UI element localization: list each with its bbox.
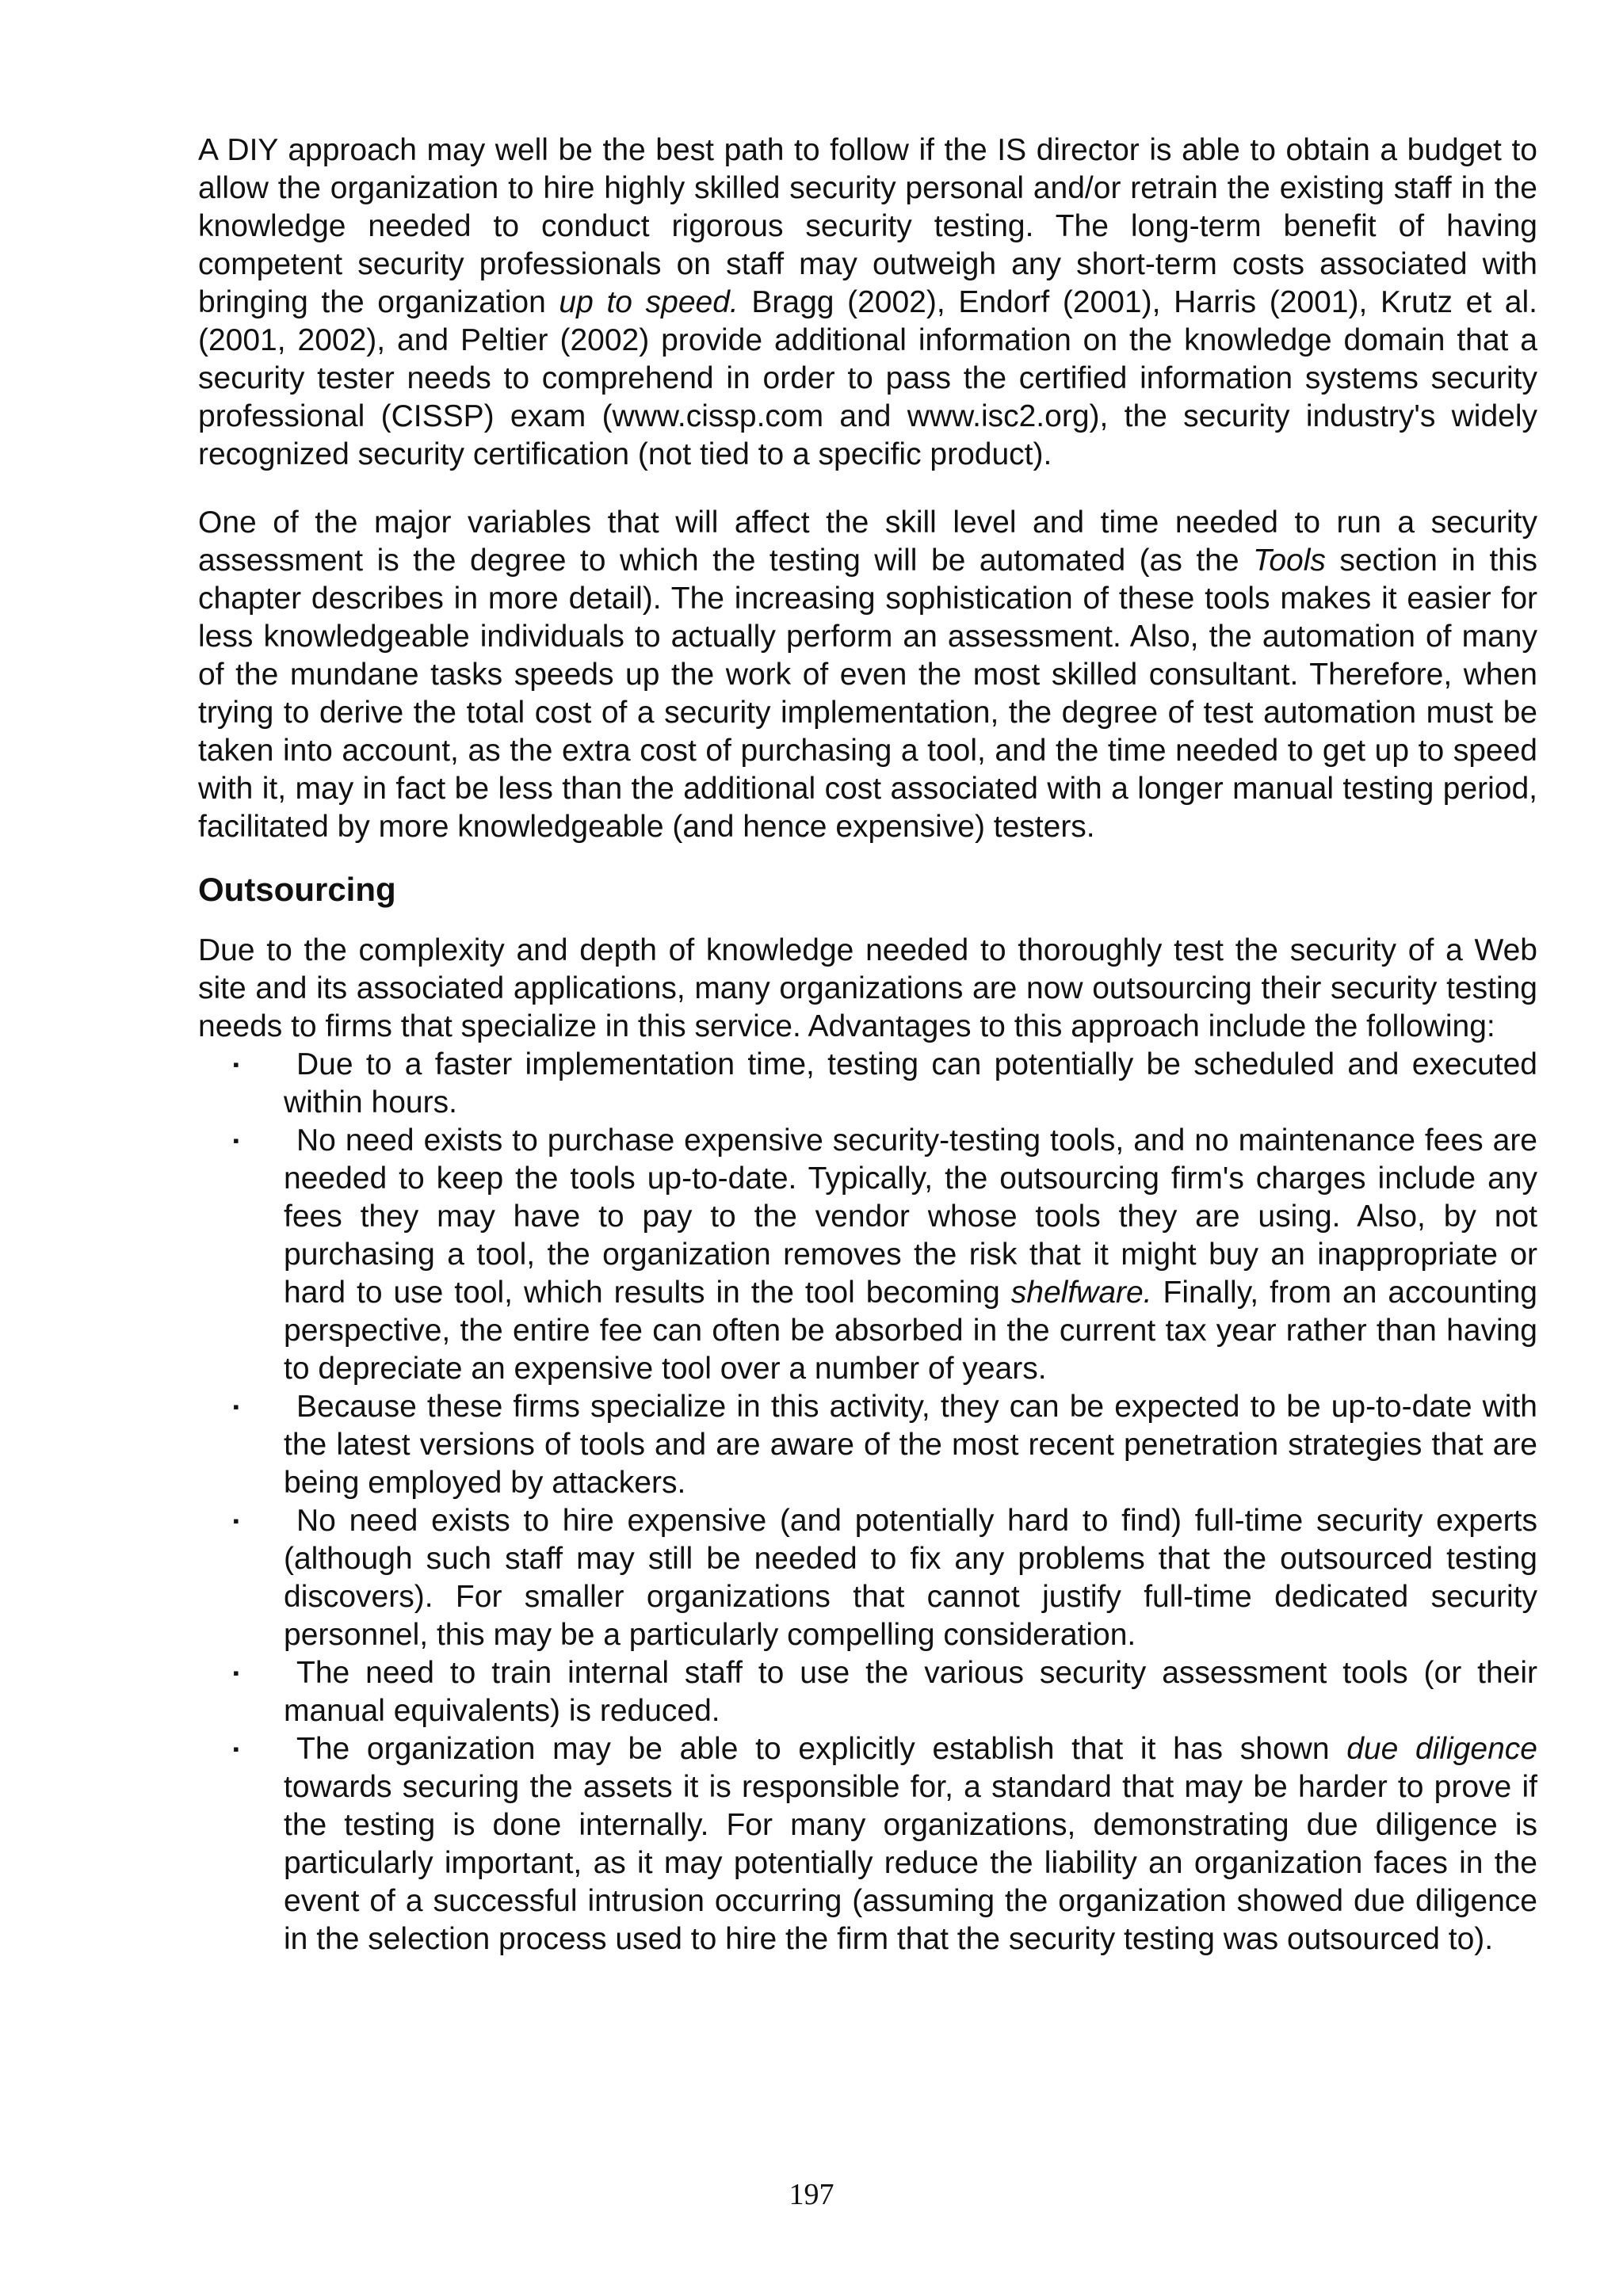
list-item	[198, 1502, 1537, 1654]
paragraph-automation	[198, 504, 1537, 846]
emphasis-text: up to speed.	[559, 285, 739, 319]
bullet-marker: ▪	[233, 1397, 239, 1417]
list-item-text: The organization may be able to explicitly establish that it has shown	[296, 1732, 1347, 1766]
section-intro: Due to the complexity and depth of knowledge needed to thoroughly test the security of a Web site and its associated applications, many organizations are now outsourcing their security testing needs to firms that specialize in this service. Advantages to this approach include the following:	[198, 933, 1537, 1043]
emphasis-text: shelfware.	[1010, 1276, 1152, 1310]
list-item	[198, 1730, 1537, 1958]
list-item-text: towards securing the assets it is responsible for, a standard that may be harder to prove if the testing is done internally. For many organizations, demonstrating due diligence is particularly important, as it may potentially reduce the liability an organization faces in the event of a successful intrusion occurring (assuming the organization showed due diligence in the selection process used to hire the firm that the security testing was outsourced to).	[284, 1770, 1537, 1956]
paragraph-text: A DIY approach may well be the best path to follow if the IS director is able to obtain a budget to allow the organization to hire highly skilled security personal and/or retrain the existing staff in the knowledge needed to conduct rigorous security testing. The long-term benefit of having competent security professionals on staff may outweigh any short-term costs associated with bringing the organization	[198, 133, 1537, 319]
paragraph-diy-approach	[198, 132, 1537, 474]
bullet-marker: ▪	[233, 1055, 239, 1074]
emphasis-text: due diligence	[1346, 1732, 1537, 1766]
page-body	[198, 132, 1537, 1958]
list-item	[198, 1122, 1537, 1388]
list-item	[198, 1388, 1537, 1502]
list-item-text: Finally, from an accounting perspective, the entire fee can often be absorbed in the current tax year rather than having to depreciate an expensive tool over a number of years.	[284, 1276, 1537, 1386]
paragraph-text: section in this chapter describes in more detail). The increasing sophistication of these tools makes it easier for less knowledgeable individuals to actually perform an assessment. Also, the automation of many of the mundane tasks speeds up the work of even the most skilled consultant. Therefore, when trying to derive the total cost of a security implementation, the degree of test automation must be taken into account, as the extra cost of purchasing a tool, and the time needed to get up to speed with it, may in fact be less than the additional cost associated with a longer manual testing period, facilitated by more knowledgeable (and hence expensive) testers.	[198, 543, 1538, 844]
list-item-text: No need exists to purchase expensive security-testing tools, and no maintenance fees are needed to keep the tools up-to-date. Typically, the outsourcing firm's charges include any fees they may have to pay to the vendor whose tools they are using. Also, by not purchasing a tool, the organization removes the risk that it might buy an inappropriate or hard to use tool, which results in the tool becoming	[284, 1123, 1537, 1310]
advantages-list	[198, 1046, 1537, 1958]
list-item-text: Due to a faster implementation time, testing can potentially be scheduled and executed within hours.	[284, 1047, 1537, 1119]
list-item	[198, 1654, 1537, 1730]
list-item-text: The need to train internal staff to use the various security assessment tools (or their manual equivalents) is reduced.	[284, 1656, 1537, 1728]
section-heading: Outsourcing	[198, 871, 396, 908]
bullet-marker: ▪	[233, 1739, 239, 1759]
paragraph-text: One of the major variables that will affect the skill level and time needed to run a security assessment is the degree to which the testing will be automated (as the	[198, 505, 1537, 578]
list-item-text: No need exists to hire expensive (and potentially hard to find) full-time security experts (although such staff may still be needed to fix any problems that the outsourced testing discovers). For smaller organizations that cannot justify full-time dedicated security personnel, this may be a particularly compelling consideration.	[284, 1504, 1537, 1652]
emphasis-text: Tools	[1253, 543, 1326, 578]
paragraph-text: Bragg (2002), Endorf (2001), Harris (2001), Krutz et al. (2001, 2002), and Peltier (2002) provide additional information on the knowledge domain that a security tester needs to comprehend in order to pass the certified information systems security professional (CISSP) exam (www.cissp.com and www.isc2.org), the security industry's widely recognized security certification (not tied to a specific product).	[198, 285, 1537, 471]
bullet-marker: ▪	[233, 1511, 239, 1531]
page-number: 197	[789, 2178, 834, 2211]
list-item-text: Because these firms specialize in this activity, they can be expected to be up-to-date with the latest versions of tools and are aware of the most recent penetration strategies that are being employed by attackers.	[284, 1390, 1537, 1500]
bullet-marker: ▪	[233, 1131, 239, 1150]
list-item	[198, 1046, 1537, 1122]
bullet-marker: ▪	[233, 1663, 239, 1683]
